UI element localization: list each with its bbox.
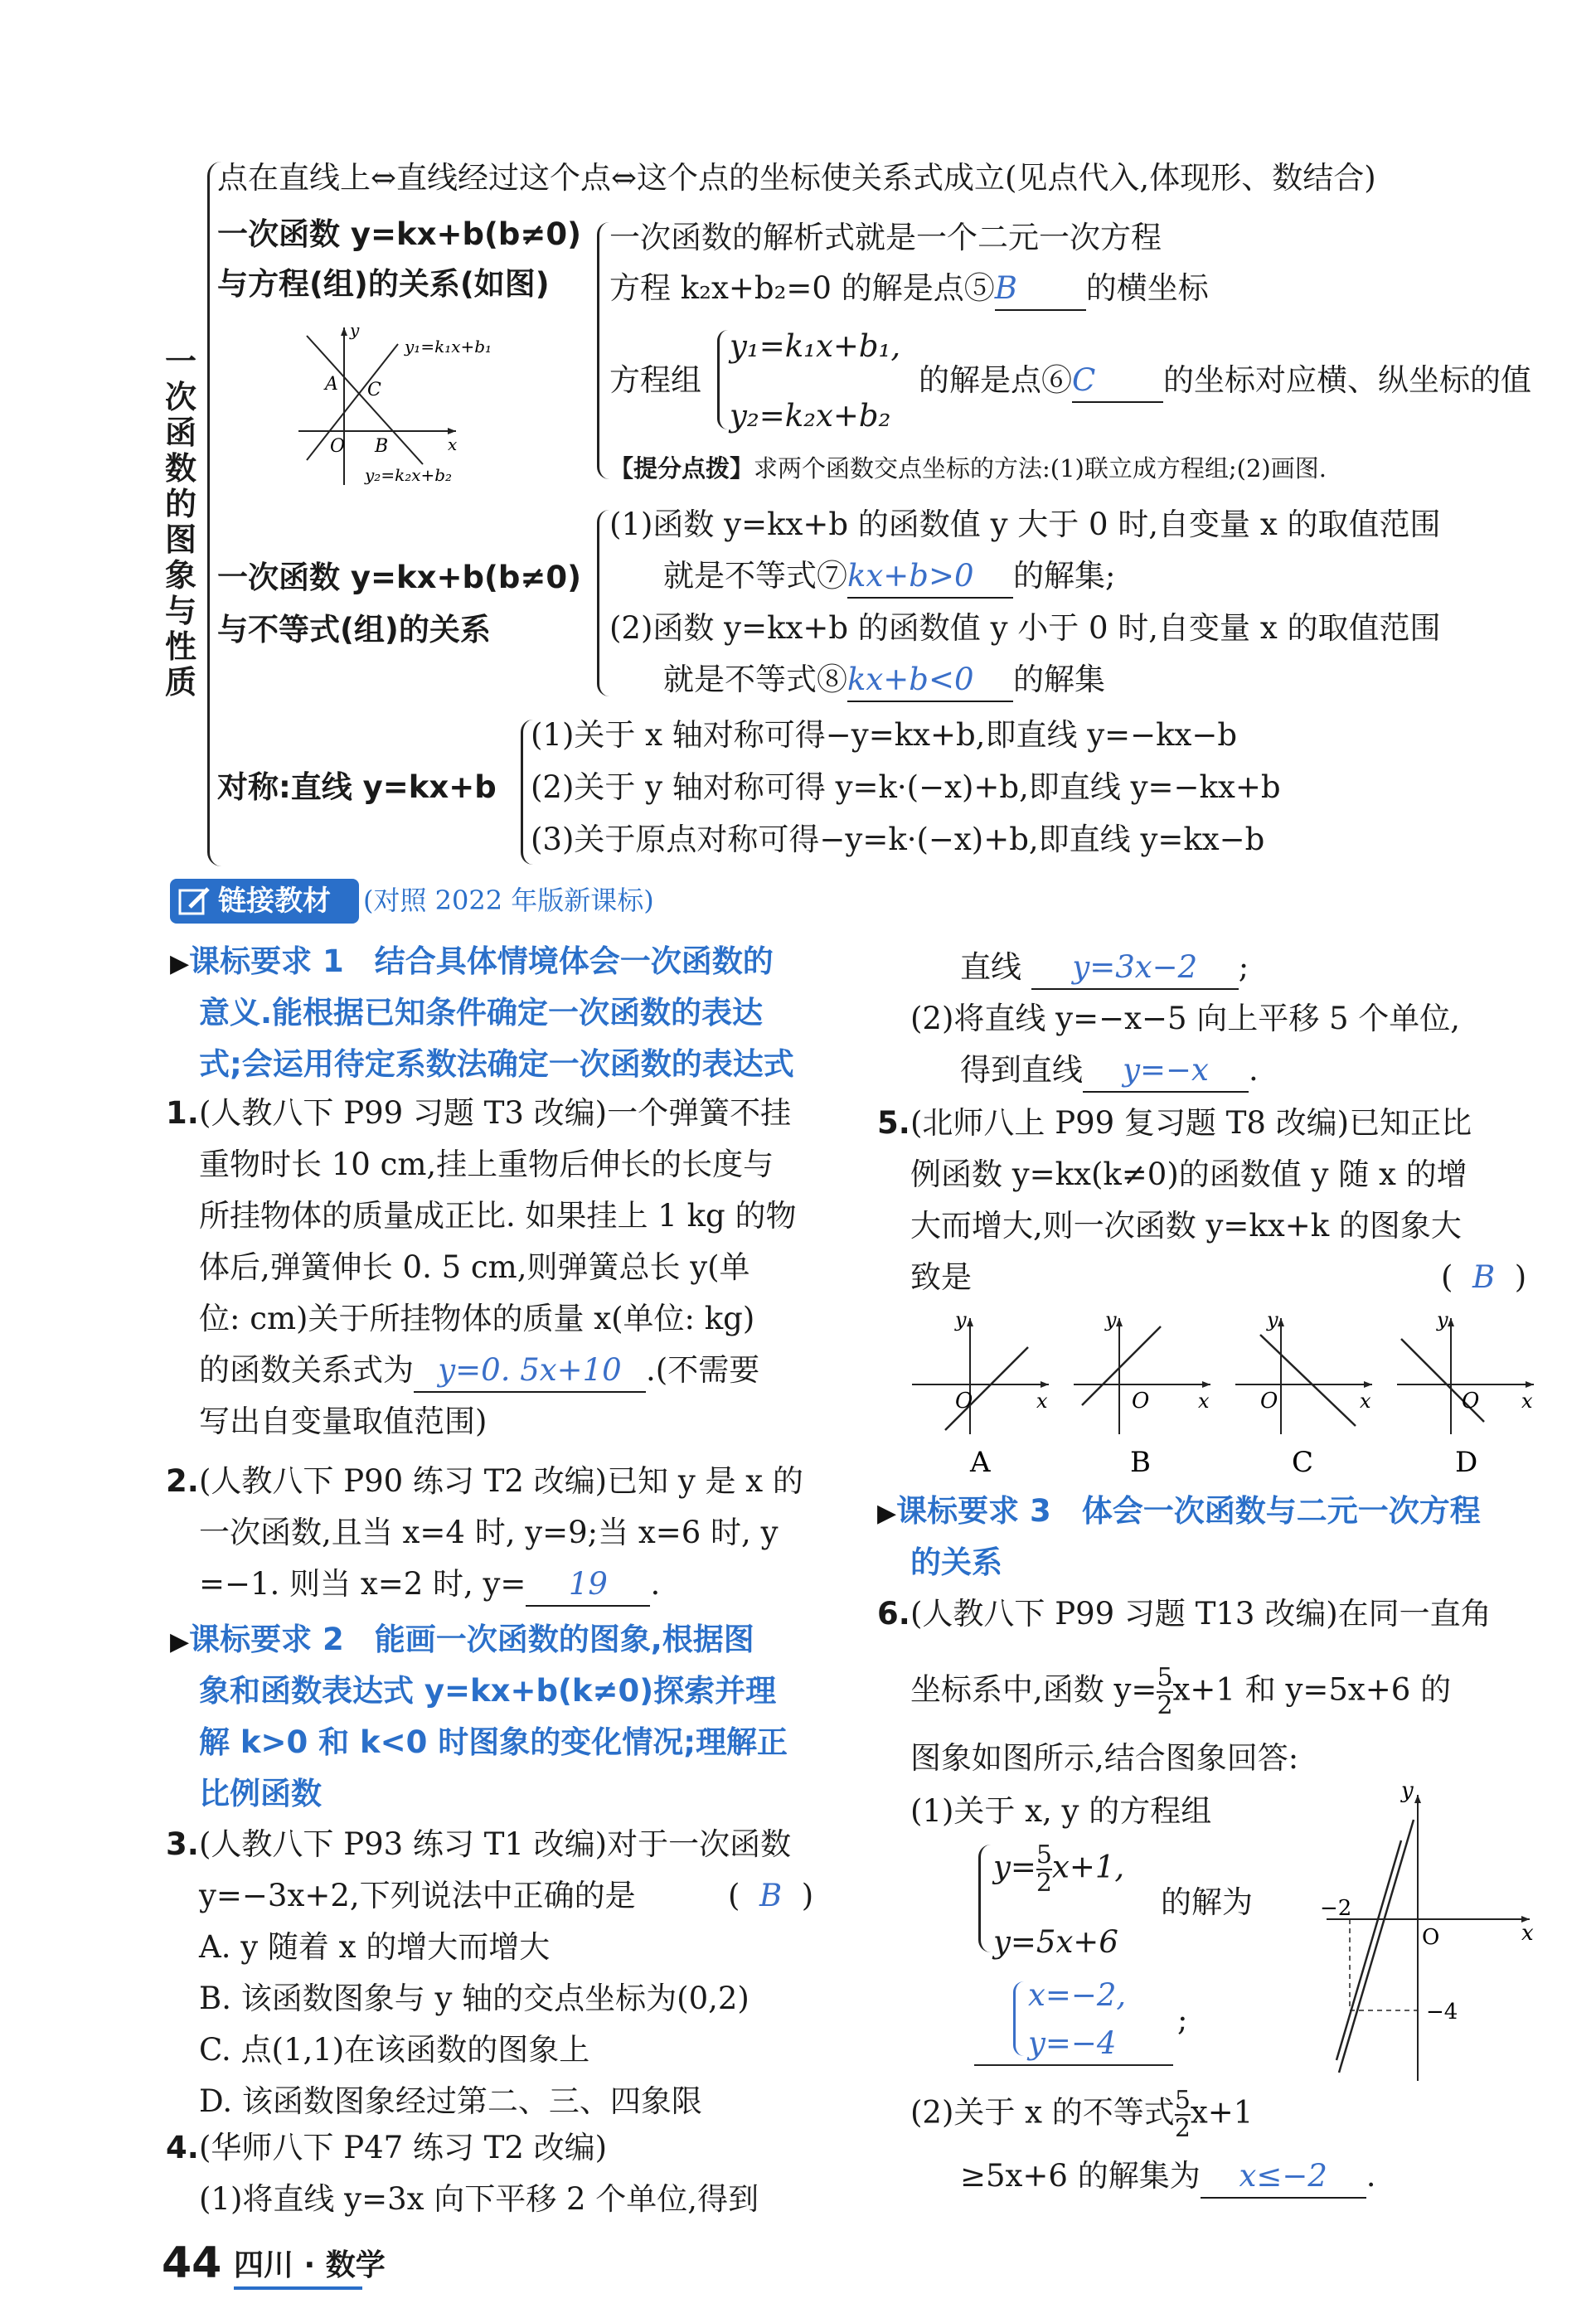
eq-brace	[597, 222, 609, 479]
q6-part2	[910, 2088, 1253, 2142]
q1-line6-tail: .(不需要	[646, 1352, 760, 1388]
graph-d-x: x	[1521, 1389, 1533, 1413]
footer-underline	[234, 2286, 362, 2290]
eq-line-c-tail: 的坐标对应横、纵坐标的值	[1163, 362, 1531, 398]
q6-part2-tail: x+1	[1190, 2094, 1254, 2131]
section-vertical-title: 一次函数的图象与性质	[164, 343, 196, 701]
ineq-1b-tail: 的解集;	[1013, 558, 1116, 594]
pencil-note-icon	[178, 885, 211, 917]
symmetry-3: (3)关于原点对称可得−y=k·(−x)+b,即直线 y=kx−b	[531, 822, 1265, 857]
req2-line4: 比例函数	[199, 1776, 322, 1811]
q4-line2: (1)将直线 y=3x 向下平移 2 个单位,得到	[199, 2181, 759, 2217]
q4-line3-tail: ;	[1238, 949, 1249, 985]
q3-number: 3.	[166, 1826, 199, 1862]
q4-line5	[960, 1050, 1259, 1093]
q6-answer-underline	[974, 2064, 1173, 2066]
req1-line1: 课标要求 1 结合具体情境体会一次函数的	[189, 943, 774, 979]
graph-c-y: y	[1267, 1308, 1278, 1331]
graph-c	[1235, 1308, 1372, 1479]
q6-graph-minus4: −4	[1426, 2000, 1458, 2024]
q5-line2: 例函数 y=kx(k≠0)的函数值 y 随 x 的增	[910, 1156, 1467, 1192]
q2-line3-tail: .	[650, 1566, 661, 1602]
graph-a-label: A	[970, 1446, 991, 1479]
graph-d-o: O	[1462, 1389, 1480, 1414]
eq-relation-title-1: 一次函数 y=kx+b(b≠0)	[217, 216, 582, 252]
q1-line2: 重物时长 10 cm,挂上重物后伸长的长度与	[199, 1147, 774, 1182]
ineq-relation-title-1: 一次函数 y=kx+b(b≠0)	[217, 560, 582, 595]
q6-fraction	[1157, 1665, 1172, 1719]
q6-part2-text: (2)关于 x 的不等式	[910, 2094, 1175, 2131]
eq-line-c	[919, 360, 1531, 403]
eq-line-b-text: 方程 k₂x+b₂=0 的解是点⑤	[609, 270, 995, 306]
q4-line5-text: 得到直线	[960, 1052, 1083, 1088]
q6-line3: 图象如图所示,结合图象回答:	[910, 1740, 1299, 1776]
q6-system-eq2: y=5x+6	[993, 1924, 1118, 1960]
eq-line-a: 一次函数的解析式就是一个二元一次方程	[609, 220, 1162, 255]
graph-d-label: D	[1455, 1446, 1478, 1479]
q4-line1: (华师八下 P47 练习 T2 改编)	[199, 2130, 608, 2165]
q6-system-tail: 的解为	[1161, 1884, 1253, 1920]
requirement-1	[170, 937, 774, 989]
q6-line2-text: 坐标系中,函数 y=	[910, 1671, 1157, 1708]
q4-answer-1: y=3x−2	[1031, 947, 1239, 990]
fig-a-label: A	[325, 374, 338, 395]
q5-line4: 致是	[910, 1259, 972, 1295]
system-eq-1: y₁=k₁x+b₁,	[730, 328, 901, 364]
q1-line6-text: 的函数关系式为	[199, 1352, 414, 1388]
fraction-numerator: 5	[1157, 1663, 1173, 1692]
intersection-figure	[282, 319, 531, 493]
eq-relation-title-2: 与方程(组)的关系(如图)	[217, 266, 550, 302]
q4-line4: (2)将直线 y=−x−5 向上平移 5 个单位,	[910, 1001, 1461, 1036]
req3-line1: 课标要求 3 体会一次函数与二元一次方程	[896, 1493, 1481, 1529]
ineq-1a: (1)函数 y=kx+b 的函数值 y 大于 0 时,自变量 x 的取值范围	[609, 507, 1441, 542]
eq-line-b-tail: 的横坐标	[1085, 270, 1209, 306]
q3-option-a: A. y 随着 x 的增大而增大	[199, 1929, 551, 1965]
q1-line3: 所挂物体的质量成正比. 如果挂上 1 kg 的物	[199, 1198, 797, 1234]
graph-c-x: x	[1360, 1389, 1371, 1413]
fig-y2-label: y₂=k₂x+b₂	[365, 465, 453, 485]
q4-line3	[960, 947, 1249, 990]
fraction-numerator: 5	[1174, 2086, 1191, 2115]
q6-graph-x: x	[1521, 1921, 1534, 1946]
graph-b-y: y	[1105, 1308, 1117, 1331]
footer-label: 四川 · 数学	[234, 2248, 386, 2282]
q6-answer-x: x=−2,	[1028, 1977, 1127, 2013]
eq-line-c-label: 方程组	[609, 362, 701, 398]
q3-line1: (人教八下 P93 练习 T1 改编)对于一次函数	[199, 1826, 792, 1862]
q5-option-graphs	[904, 1302, 1550, 1492]
q6-semicolon: ;	[1177, 2002, 1188, 2038]
graph-b-label: B	[1130, 1446, 1151, 1479]
answer-6: C	[1072, 360, 1163, 403]
q6-system-brace	[978, 1845, 991, 1952]
graph-a-o: O	[955, 1389, 973, 1414]
q5-answer-bracket: ( B )	[1441, 1259, 1527, 1295]
q6-graph-minus2: −2	[1320, 1896, 1352, 1921]
graph-c-o: O	[1260, 1389, 1278, 1414]
ineq-brace	[597, 510, 609, 696]
answer-7: kx+b>0	[847, 555, 1013, 599]
q6-sys1-tail: x+1,	[1052, 1849, 1125, 1885]
graph-d	[1397, 1308, 1534, 1479]
q1-line7: 写出自变量取值范围)	[199, 1404, 488, 1439]
q3-option-c: C. 点(1,1)在该函数的图象上	[199, 2032, 590, 2068]
q6-part1: (1)关于 x, y 的方程组	[910, 1793, 1212, 1829]
link-textbook-badge	[170, 879, 359, 924]
q6-part3	[960, 2155, 1375, 2199]
req2-line1: 课标要求 2 能画一次函数的图象,根据图	[189, 1622, 754, 1657]
q6-part3-tail: .	[1366, 2158, 1376, 2194]
q4-line5-tail: .	[1249, 1052, 1259, 1088]
graph-c-label: C	[1292, 1446, 1314, 1479]
symmetry-2: (2)关于 y 轴对称可得 y=k·(−x)+b,即直线 y=−kx+b	[531, 769, 1281, 805]
line-5x-plus-6	[1339, 1820, 1414, 2073]
line-2.5x-plus-1	[1336, 1840, 1401, 2060]
req2-line2: 象和函数表达式 y=kx+b(k≠0)探索并理	[199, 1673, 777, 1709]
q6-answer-3: x≤−2	[1201, 2155, 1366, 2199]
q1-line1: (人教八下 P99 习题 T3 改编)一个弹簧不挂	[199, 1095, 792, 1131]
q3-line2: y=−3x+2,下列说法中正确的是	[199, 1878, 636, 1913]
page-number: 44	[162, 2238, 222, 2288]
ineq-1b	[663, 555, 1115, 599]
graph-a	[912, 1308, 1049, 1479]
q6-graph-o: O	[1422, 1925, 1440, 1950]
q4-line3-text: 直线	[960, 949, 1021, 985]
fig-y-label: y	[350, 320, 360, 340]
graph-d-y: y	[1437, 1308, 1448, 1331]
requirement-2	[170, 1615, 754, 1667]
ineq-2b-tail: 的解集	[1013, 662, 1105, 697]
link-badge-text: 链接教材	[218, 885, 331, 918]
triangle-bullet-icon: ▶	[170, 949, 190, 978]
q6-sys-fraction	[1036, 1842, 1052, 1897]
tip-text: 求两个函数交点坐标的方法:(1)联立成方程组;(2)画图.	[754, 454, 1327, 482]
answer-8: kx+b<0	[847, 659, 1013, 702]
q2-line1: (人教八下 P90 练习 T2 改编)已知 y 是 x 的	[199, 1463, 803, 1499]
fig-y1-label: y₁=k₁x+b₁	[405, 337, 492, 356]
tip-line	[609, 452, 1327, 485]
q4-number: 4.	[166, 2130, 199, 2165]
q6-number: 6.	[877, 1596, 910, 1632]
triangle-bullet-icon: ▶	[170, 1627, 190, 1656]
q1-answer: y=0. 5x+10	[414, 1350, 646, 1393]
q6-line1: (人教八下 P99 习题 T13 改编)在同一直角	[910, 1596, 1492, 1632]
symmetry-1: (1)关于 x 轴对称可得−y=kx+b,即直线 y=−kx−b	[531, 717, 1238, 753]
graph-b-o: O	[1132, 1389, 1150, 1414]
q3-option-b: B. 该函数图象与 y 轴的交点坐标为(0,2)	[199, 1981, 749, 2016]
ineq-1b-text: 就是不等式⑦	[663, 558, 847, 594]
q2-number: 2.	[166, 1463, 199, 1499]
system-brace-1	[717, 330, 728, 429]
tip-label: 【提分点拨】	[609, 454, 754, 482]
graph-b-x: x	[1198, 1389, 1210, 1413]
q6-line2	[910, 1665, 1451, 1719]
graph-b	[1074, 1308, 1210, 1479]
fig-x-label: x	[448, 434, 458, 454]
req1-line3: 式;会运用待定系数法确定一次函数的表达式	[199, 1046, 794, 1082]
q2-line3-text: =−1. 则当 x=2 时, y=	[199, 1566, 526, 1602]
q6-answer-brace	[1013, 1981, 1024, 2056]
q5-answer: B	[1472, 1259, 1496, 1295]
req2-line3: 解 k>0 和 k<0 时图象的变化情况;理解正	[199, 1724, 788, 1760]
fraction-denominator: 2	[1174, 2114, 1191, 2143]
q6-line2-tail: x+1 和 y=5x+6 的	[1172, 1671, 1452, 1708]
q6-graph-y: y	[1401, 1782, 1414, 1803]
q2-line2: 一次函数,且当 x=4 时, y=9;当 x=6 时, y	[199, 1515, 779, 1550]
eq-line-b	[609, 268, 1209, 311]
link-note: (对照 2022 年版新课标)	[363, 885, 654, 916]
fig-c-label: C	[367, 380, 381, 400]
fraction-numerator: 5	[1036, 1840, 1052, 1869]
summary-line-1: 点在直线上⇔直线经过这个点⇔这个点的坐标使关系式成立(见点代入,体现形、数结合)	[217, 160, 1376, 196]
q6-answer-y: y=−4	[1028, 2025, 1117, 2061]
fig-o-label: O	[330, 436, 346, 457]
q6-part3-text: ≥5x+6 的解集为	[960, 2158, 1201, 2194]
system-eq-2: y₂=k₂x+b₂	[730, 398, 891, 434]
eq-line-c-text: 的解是点⑥	[919, 362, 1072, 398]
fraction-denominator: 2	[1036, 1869, 1052, 1898]
q6-graph	[1293, 1782, 1542, 2097]
q6-system-eq1	[993, 1842, 1124, 1897]
q5-line1: (北师八上 P99 复习题 T8 改编)已知正比	[910, 1105, 1472, 1141]
graph-a-x: x	[1036, 1389, 1048, 1413]
ineq-2b	[663, 659, 1105, 702]
q1-number: 1.	[166, 1095, 199, 1131]
triangle-bullet-icon: ▶	[877, 1499, 897, 1528]
q5-number: 5.	[877, 1105, 910, 1141]
symmetry-title: 对称:直线 y=kx+b	[217, 769, 497, 805]
ineq-2a: (2)函数 y=kx+b 的函数值 y 小于 0 时,自变量 x 的取值范围	[609, 610, 1441, 646]
q2-line3	[199, 1564, 660, 1607]
q6-sys1-text: y=	[993, 1849, 1036, 1885]
req1-line2: 意义.能根据已知条件确定一次函数的表达	[199, 995, 764, 1030]
fig-b-label: B	[375, 436, 389, 457]
q3-option-d: D. 该函数图象经过第二、三、四象限	[199, 2083, 702, 2119]
answer-5: B	[995, 268, 1086, 311]
ineq-2b-text: 就是不等式⑧	[663, 662, 847, 697]
fraction-denominator: 2	[1157, 1691, 1173, 1720]
q3-answer: B	[759, 1878, 783, 1913]
req3-line2: 的关系	[910, 1544, 1002, 1580]
q1-line4: 体后,弹簧伸长 0. 5 cm,则弹簧总长 y(单	[199, 1249, 750, 1285]
q2-answer: 19	[526, 1564, 650, 1607]
ineq-relation-title-2: 与不等式(组)的关系	[217, 612, 491, 647]
graph-a-y: y	[955, 1308, 967, 1331]
q1-line5: 位: cm)关于所挂物体的质量 x(单位: kg)	[199, 1301, 755, 1336]
requirement-3	[877, 1486, 1481, 1539]
q5-line3: 大而增大,则一次函数 y=kx+k 的图象大	[910, 1208, 1462, 1244]
q1-line6	[199, 1350, 759, 1393]
q4-answer-2: y=−x	[1083, 1050, 1249, 1093]
q6-part2-fraction	[1175, 2088, 1191, 2142]
q3-answer-bracket: ( B )	[728, 1878, 814, 1913]
